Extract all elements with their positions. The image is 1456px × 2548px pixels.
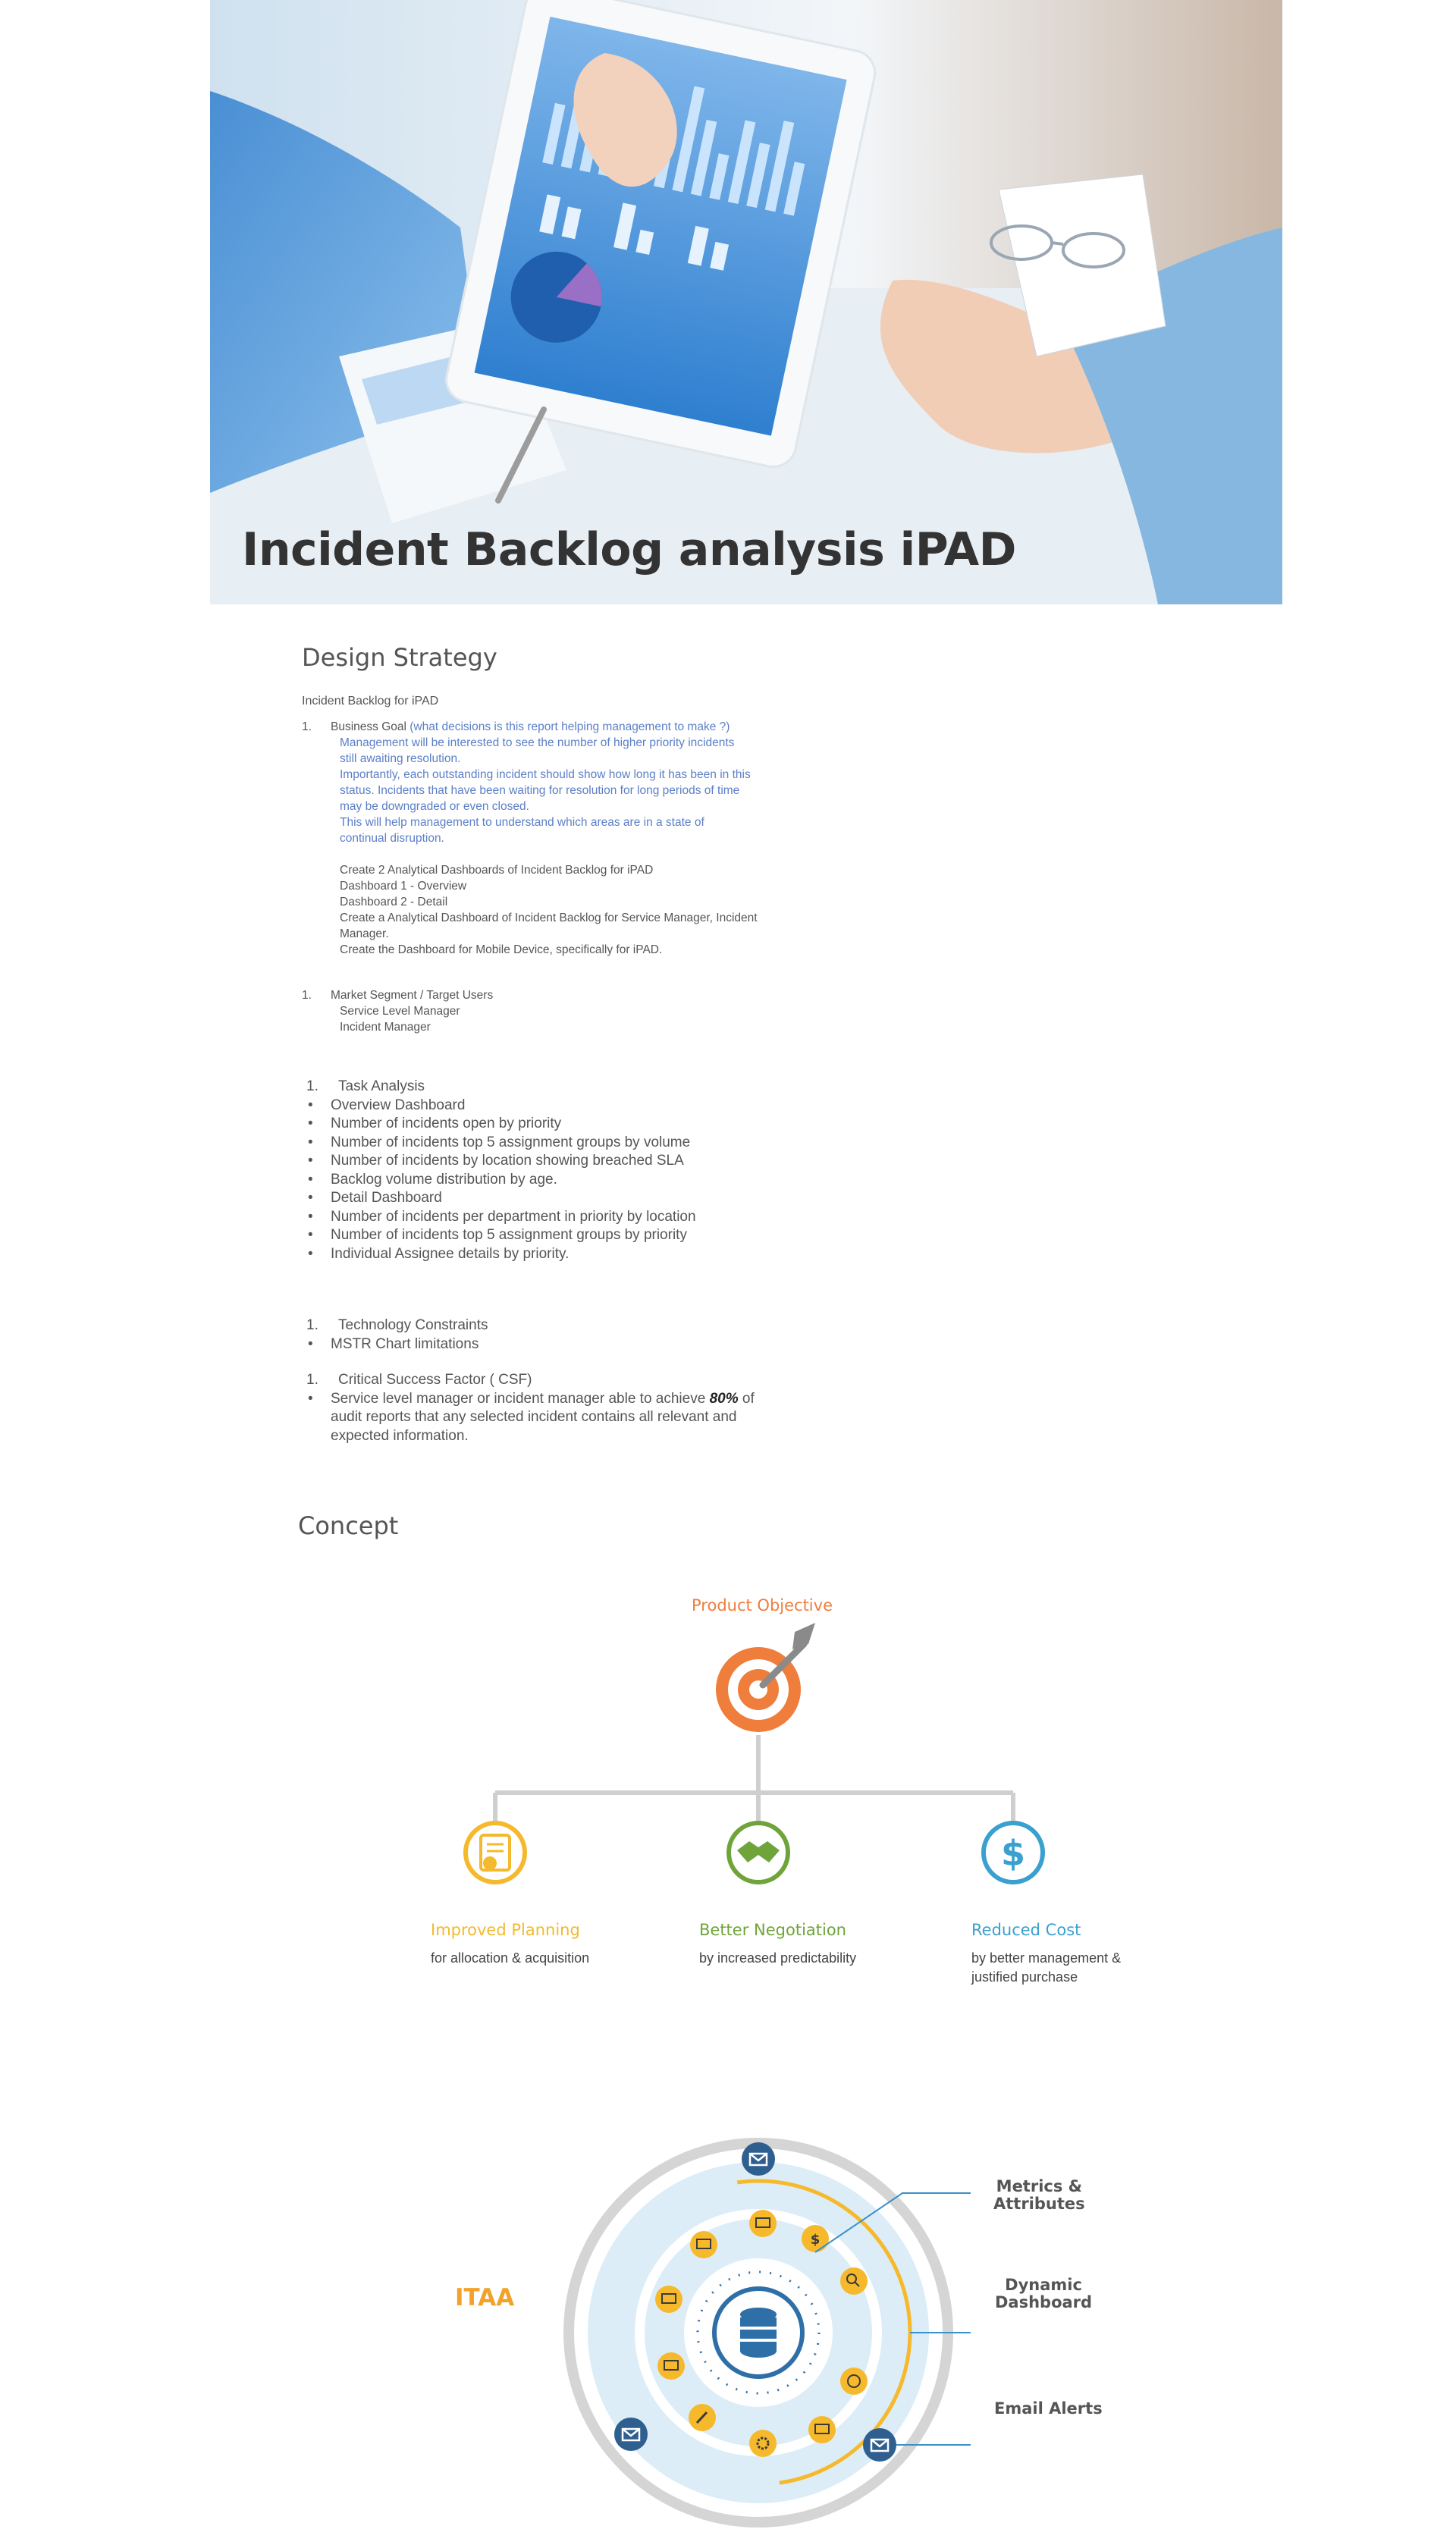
goal-plan-line: Create the Dashboard for Mobile Device, specifically for iPAD. (340, 943, 663, 956)
itaa-label: ITAA (455, 2284, 515, 2311)
list-number: 1. (306, 1078, 318, 1094)
csf-label: Critical Success Factor ( CSF) (338, 1372, 532, 1388)
device-icon (690, 2231, 717, 2258)
dollar-glyph: $ (1000, 1833, 1026, 1874)
improved-planning-label: Improved Planning (431, 1921, 580, 1939)
task-bullet: • Backlog volume distribution by age. (308, 1171, 557, 1188)
task-analysis-label: Task Analysis (338, 1078, 425, 1094)
goal-plan-line: Dashboard 1 - Overview (340, 880, 467, 893)
list-number: 1. (306, 1372, 318, 1388)
technology-constraints-label: Technology Constraints (338, 1317, 488, 1333)
list-number: 1. (306, 1317, 318, 1333)
hero-title: Incident Backlog analysis iPAD (242, 523, 1016, 576)
task-bullet: • Detail Dashboard (308, 1190, 442, 1206)
list-number: 1. (302, 989, 312, 1002)
goal-line: Management will be interested to see the number of higher priority incidents (340, 736, 735, 749)
dollar-icon (802, 2225, 829, 2252)
goal-plan-line: Manager. (340, 927, 389, 940)
design-strategy-heading: Design Strategy (302, 643, 497, 672)
csf-block (302, 1371, 833, 1445)
goal-plan-line: Create 2 Analytical Dashboards of Incident Backlog for iPAD (340, 864, 654, 877)
mail-icon (742, 2142, 775, 2176)
task-bullet: • Number of incidents top 5 assignment groups by priority (308, 1227, 687, 1243)
metrics-attributes-label: Metrics & Attributes (993, 2177, 1085, 2213)
csf-bullet: • Service level manager or incident manager able to achieve 80% of audit reports that any selected incident contains all relevant and expected information. (308, 1390, 755, 1444)
dollar-coin-icon (984, 1823, 1043, 1882)
business-goal-question: (what decisions is this report helping management to make ?) (410, 720, 730, 733)
goal-line: Importantly, each outstanding incident should show how long it has been in this (340, 768, 751, 781)
task-bullet: • Overview Dashboard (308, 1097, 466, 1113)
reduced-cost-label: Reduced Cost (971, 1921, 1081, 1939)
hero-banner (210, 0, 1282, 604)
list-number: 1. (302, 720, 312, 733)
business-goal-block (302, 719, 833, 958)
reduced-cost-desc: by better management & justified purchase (971, 1950, 1122, 1985)
goal-line: This will help management to understand which areas are in a state of (340, 816, 704, 829)
device-icon (657, 2352, 685, 2380)
wrench-icon (689, 2404, 716, 2431)
task-bullet: • Number of incidents by location showing breached SLA (308, 1153, 684, 1169)
goal-plan-line: Dashboard 2 - Detail (340, 896, 448, 908)
target-icon (716, 1623, 815, 1732)
better-negotiation-desc: by increased predictability (699, 1950, 857, 1966)
search-icon (840, 2267, 868, 2295)
planning-document-icon (466, 1823, 525, 1882)
email-alerts-label: Email Alerts (994, 2399, 1103, 2418)
design-strategy-subtitle: Incident Backlog for iPAD (302, 695, 439, 708)
database-icon (714, 2289, 802, 2377)
task-bullet: • Individual Assignee details by priority. (308, 1245, 570, 1262)
market-segment-label: Market Segment / Target Users (331, 989, 494, 1002)
goal-line: may be downgraded or even closed. (340, 800, 529, 813)
market-user: Incident Manager (340, 1021, 431, 1034)
dynamic-dashboard-label: Dynamic Dashboard (995, 2276, 1093, 2311)
improved-planning-desc: for allocation & acquisition (431, 1950, 590, 1966)
device-icon (749, 2210, 777, 2237)
gear-icon (749, 2430, 777, 2457)
mail-icon (614, 2418, 648, 2451)
mail-icon (863, 2428, 896, 2462)
tech-bullet: • MSTR Chart limitations (308, 1335, 479, 1352)
task-analysis-block (302, 1078, 833, 1263)
dollar-glyph: $ (810, 2232, 821, 2248)
goal-line: still awaiting resolution. (340, 752, 461, 765)
business-goal-label: Business Goal (331, 720, 406, 733)
market-segment-block (302, 987, 757, 1035)
concept-heading: Concept (298, 1511, 399, 1540)
goal-plan-line: Create a Analytical Dashboard of Incident Backlog for Service Manager, Incident (340, 912, 758, 924)
goal-line: status. Incidents that have been waiting for resolution for long periods of time (340, 784, 740, 797)
market-user: Service Level Manager (340, 1005, 460, 1018)
globe-icon (840, 2368, 868, 2395)
task-bullet: • Number of incidents open by priority (308, 1116, 562, 1131)
connector-lines (495, 1735, 1013, 1825)
technology-constraints-block (302, 1316, 833, 1354)
goal-line: continual disruption. (340, 832, 444, 845)
business-goal-heading (302, 719, 833, 735)
csf-target: 80% (709, 1390, 739, 1407)
product-objective-label: Product Objective (692, 1596, 833, 1614)
handshake-icon (729, 1823, 788, 1882)
itaa-diagram (531, 2108, 1183, 2548)
better-negotiation-label: Better Negotiation (699, 1921, 846, 1939)
hero-photo (210, 0, 1282, 604)
task-bullet: • Number of incidents per department in priority by location (308, 1208, 696, 1225)
task-bullet: • Number of incidents top 5 assignment groups by volume (308, 1134, 691, 1150)
device-icon (655, 2286, 682, 2313)
device-icon (808, 2416, 836, 2443)
